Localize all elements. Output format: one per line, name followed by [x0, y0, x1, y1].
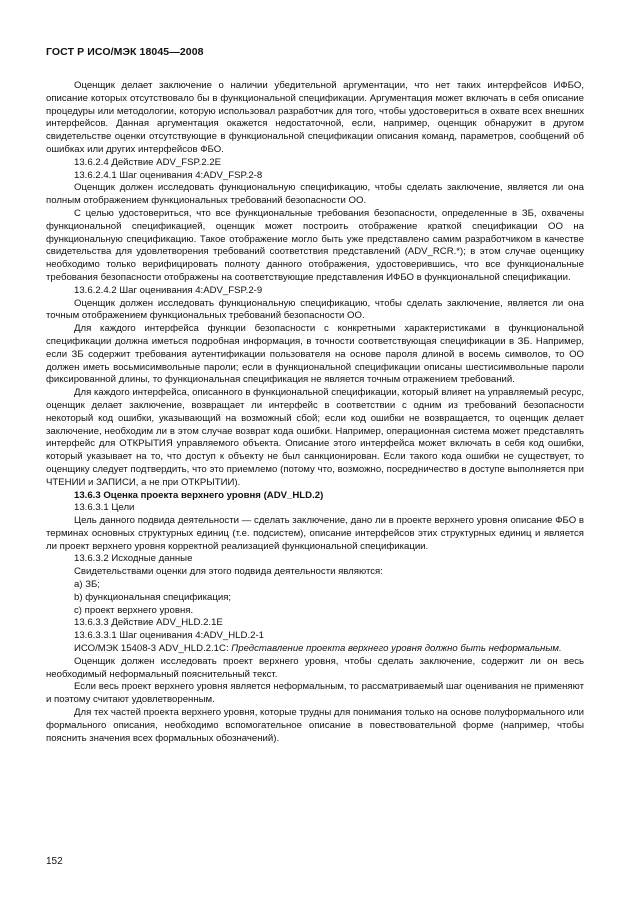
section-heading: 13.6.3 Оценка проекта верхнего уровня (ADV_HLD.2) — [74, 489, 324, 501]
paragraph: С целью удостовериться, что все функциональные требования безопасности, определенные в ЗБ, охвачены функциональной спецификацией, оценщик может построить отображение краткой спецификации ОО на функциональную спецификацию. Такое отображение могло быть уже представлено самим разработчиком в качестве свидетельства для удовлетворения требований соответствия представлений (ADV_RCR.*); в этом случае оценщику необходимо только верифицировать полноту данного отображения, удостоверившись, что все функциональные требования безопасности отображены на соответствующие представления ИФБО в функциональной спецификации. — [46, 207, 584, 283]
paragraph: Для каждого интерфейса функции безопасности с конкретными характеристиками в функциональной спецификации должна иметься подробная информация, в точности соответствующая спецификации в ЗБ. Например, если ЗБ содержит требования аутентификации пользователя на основе пароля длиной в восемь символов, то ОО должен иметь восьмисимвольные пароли; если в функциональной спецификации описаны шестисимвольные пароли фиксированной длины, то функциональная спецификация не является точным отражением требований. — [46, 323, 584, 386]
clause-heading: 13.6.3.3.1 Шаг оценивания 4:ADV_HLD.2-1 — [74, 630, 264, 642]
clause-heading: 13.6.3.1 Цели — [74, 502, 135, 514]
clause-heading: 13.6.3.2 Исходные данные — [74, 553, 193, 565]
paragraph: Для каждого интерфейса, описанного в функциональной спецификации, который влияет на управляемый ресурс, оценщик делает заключение, возвращает ли интерфейс в соответствии с одним из требований безопасности некоторый код ошибки, указывающий на возможный сбой; если код ошибки не возвращается, то оценщик делает заключение, необходим ли в этом случае возврат кода ошибки. Например, операционная система может представлять интерфейс для ОТКРЫТИЯ управляемого объекта. Описание этого интерфейса может включать в себя код ошибки, который указывает на то, что доступ к объекту не был санкционирован. Если такого кода ошибки не существует, то оценщику следует подтвердить, что это приемлемо (потому что, возможно, посредничество в доступе выполняется при ЧТЕНИИ и ЗАПИСИ, а не при ОТКРЫТИИ). — [46, 387, 584, 488]
document-body — [46, 80, 584, 745]
list-item: c) проект верхнего уровня. — [74, 604, 194, 616]
list-item: a) ЗБ; — [74, 579, 100, 591]
paragraph: Если весь проект верхнего уровня является неформальным, то рассматриваемый шаг оценивания не применяют и поэтому считают удовлетворенным. — [46, 681, 584, 706]
paragraph: Оценщик должен исследовать функциональную спецификацию, чтобы сделать заключение, является ли она точным отображением функциональных требований безопасности ОО. — [46, 297, 584, 322]
paragraph: Цель данного подвида деятельности — сделать заключение, дано ли в проекте верхнего уровня описание ФБО в терминах основных структурных единиц (т.е. подсистем), описание интерфейсов этих структурных единиц и является ли проект верхнего уровня корректной реализацией функциональной спецификации. — [46, 515, 584, 552]
paragraph: Для тех частей проекта верхнего уровня, которые трудны для понимания только на основе полуформального или формального описания, необходимо вспомогательное описание в повествовательной форме (например, чтобы пояснить значения всех формальных обозначений). — [46, 707, 584, 744]
clause-heading: 13.6.2.4.2 Шаг оценивания 4:ADV_FSP.2-9 — [74, 284, 263, 296]
requirement-reference: ИСО/МЭК 15408-3 ADV_HLD.2.1C: — [74, 643, 229, 655]
list-item: b) функциональная спецификация; — [74, 591, 232, 603]
clause-heading: 13.6.2.4 Действие ADV_FSP.2.2E — [74, 156, 222, 168]
paragraph: Оценщик делает заключение о наличии убедительной аргументации, что нет таких интерфейсов ИФБО, описание которых отсутствовало бы в функциональной спецификации. Аргументация может включать в себя описание процедуры или методологии, которую использовал разработчик для того, чтобы удостовериться в охвате всех внешних интерфейсов. Данная аргументация окажется недостаточной, если, например, оценщик обнаружит в другом свидетельстве оценки отсутствующие в функциональной спецификации описания команд, параметров, сообщений об ошибках или других интерфейсов ФБО. — [46, 80, 584, 155]
paragraph: Свидетельствами оценки для этого подвида деятельности являются: — [74, 566, 383, 578]
clause-heading: 13.6.2.4.1 Шаг оценивания 4:ADV_FSP.2-8 — [74, 169, 263, 181]
paragraph: Оценщик должен исследовать функциональную спецификацию, чтобы сделать заключение, является ли она полным отображением функциональных требований безопасности ОО. — [46, 182, 584, 207]
requirement-text: Представление проекта верхнего уровня должно быть неформальным. — [231, 643, 562, 655]
requirement-paragraph — [46, 643, 584, 656]
document-header: ГОСТ Р ИСО/МЭК 18045—2008 — [46, 46, 204, 58]
page-number: 152 — [46, 856, 63, 867]
clause-heading: 13.6.3.3 Действие ADV_HLD.2.1E — [74, 617, 223, 629]
paragraph: Оценщик должен исследовать проект верхнего уровня, чтобы сделать заключение, содержит ли он весь необходимый неформальный пояснительный текст. — [46, 655, 584, 680]
